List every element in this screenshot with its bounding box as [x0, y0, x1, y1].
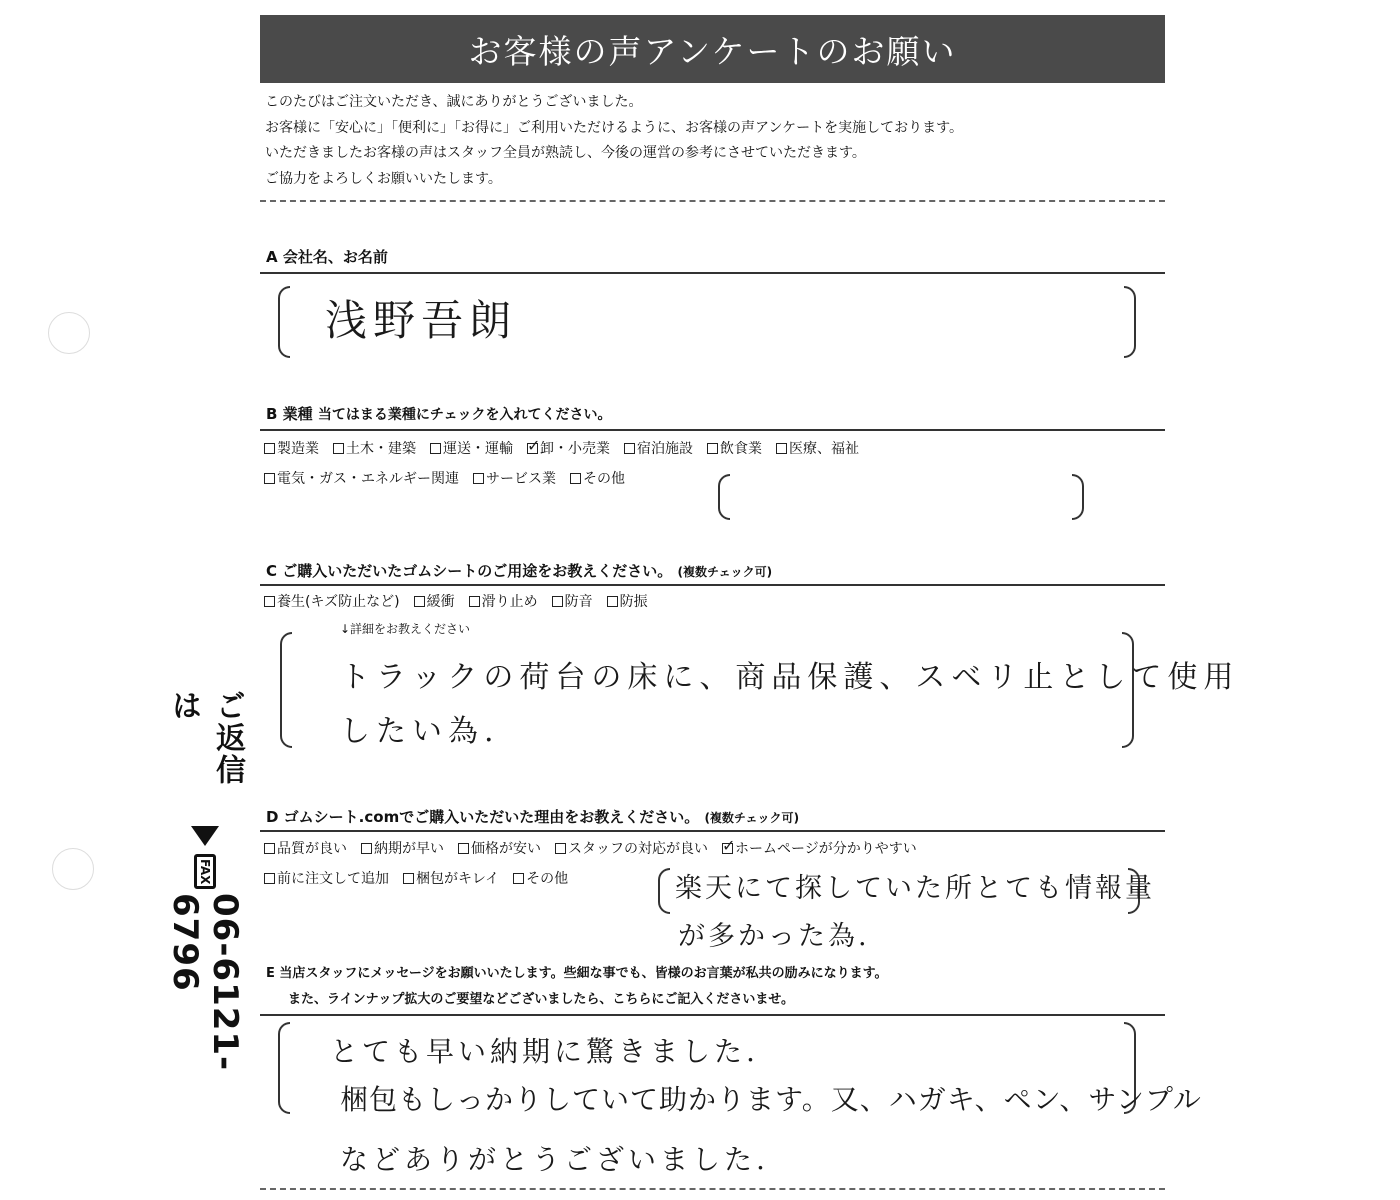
option-other[interactable]: その他	[570, 468, 625, 488]
intro-line: お客様に「安心に」「便利に」「お得に」ご利用いただけるように、お客様の声アンケートを実施しております。	[265, 119, 964, 136]
bracket-left	[278, 1022, 290, 1114]
usage-answer-line[interactable]: したい為.	[340, 714, 500, 749]
bracket-left	[280, 632, 292, 748]
checkbox[interactable]	[430, 443, 441, 454]
message-answer-line[interactable]: とても早い納期に驚きました.	[330, 1035, 759, 1068]
section-d-rule	[260, 830, 1165, 832]
arrow-down-icon	[191, 826, 219, 846]
option-manufacturing[interactable]: 製造業	[264, 438, 319, 458]
section-b-label: B 業種	[266, 405, 313, 423]
option-transport[interactable]: 運送・運輸	[430, 438, 513, 458]
divider	[260, 1188, 1165, 1190]
option-construction[interactable]: 土木・建築	[333, 438, 416, 458]
reply-label: ご返信は	[166, 690, 245, 786]
other-bracket-left	[718, 474, 730, 520]
section-c-rule	[260, 584, 1165, 586]
reason-options-row1	[264, 838, 931, 858]
fax-number: 06-6121-6796	[165, 893, 245, 1072]
option-lodging[interactable]: 宿泊施設	[624, 438, 693, 458]
option-other[interactable]: その他	[513, 868, 568, 888]
option-cushion[interactable]: 緩衝	[414, 591, 455, 611]
section-a-title: A 会社名、お名前	[266, 248, 388, 266]
option-low-price[interactable]: 価格が安い	[458, 838, 541, 858]
usage-answer-line[interactable]: トラックの荷台の床に、商品保護、スベリ止として使用	[340, 660, 1240, 695]
checkbox[interactable]	[264, 843, 275, 854]
checkbox[interactable]	[458, 843, 469, 854]
section-d-label: D ゴムシート.comでご購入いただいた理由をお教えください。	[266, 808, 700, 826]
fax-icon: FAX	[194, 854, 216, 889]
scan-artifact	[52, 848, 94, 890]
checkbox[interactable]	[776, 443, 787, 454]
option-packaging[interactable]: 梱包がキレイ	[403, 868, 499, 888]
scan-artifact	[48, 312, 90, 354]
checkbox[interactable]	[361, 843, 372, 854]
option-quality[interactable]: 品質が良い	[264, 838, 347, 858]
option-service[interactable]: サービス業	[473, 468, 556, 488]
reason-options-row2	[264, 868, 582, 888]
section-d-title	[266, 806, 799, 827]
option-soundproof[interactable]: 防音	[552, 591, 593, 611]
option-wholesale-retail[interactable]: ✓ 卸・小売業	[527, 438, 610, 458]
section-e-rule	[260, 1014, 1165, 1016]
divider	[260, 200, 1165, 202]
option-protection[interactable]: 養生(キズ防止など)	[264, 591, 400, 611]
multi-check-note: (複数チェック可)	[704, 811, 800, 825]
bracket-left	[278, 286, 290, 358]
section-b-instruction: 当てはまる業種にチェックを入れてください。	[317, 407, 612, 423]
intro-line: いただきましたお客様の声はスタッフ全員が熟読し、今後の運営の参考にさせていただきます。	[265, 145, 866, 161]
industry-options-row2	[264, 468, 639, 488]
section-b-rule	[260, 429, 1165, 431]
reason-answer-line[interactable]: 楽天にて探していた所とても情報量	[675, 873, 1155, 904]
section-a-rule	[260, 272, 1165, 274]
bracket-left	[658, 868, 670, 914]
checkbox[interactable]	[403, 873, 414, 884]
checkbox[interactable]	[570, 473, 581, 484]
checkbox[interactable]	[264, 873, 275, 884]
option-anti-slip[interactable]: 滑り止め	[469, 591, 538, 611]
section-c-label: C ご購入いただいたゴムシートのご用途をお教えください。	[266, 562, 673, 580]
option-staff[interactable]: スタッフの対応が良い	[555, 838, 708, 858]
checkbox-checked[interactable]	[722, 843, 733, 854]
reason-answer-line[interactable]: が多かった為.	[678, 921, 870, 952]
checkbox[interactable]	[513, 873, 524, 884]
fax-reply-panel	[165, 690, 245, 1170]
name-answer[interactable]: 浅野吾朗	[325, 296, 518, 345]
option-fast-delivery[interactable]: 納期が早い	[361, 838, 444, 858]
checkbox[interactable]	[607, 596, 618, 607]
section-c-title	[266, 560, 772, 581]
option-restaurant[interactable]: 飲食業	[707, 438, 762, 458]
option-website[interactable]: ✓ ホームページが分かりやすい	[722, 838, 917, 858]
checkbox[interactable]	[473, 473, 484, 484]
checkbox[interactable]	[264, 443, 275, 454]
checkbox[interactable]	[264, 596, 275, 607]
intro-line: このたびはご注文いただき、誠にありがとうございました。	[265, 94, 643, 110]
option-medical[interactable]: 医療、福祉	[776, 438, 859, 458]
checkbox[interactable]	[469, 596, 480, 607]
checkbox[interactable]	[552, 596, 563, 607]
intro-line: ご協力をよろしくお願いいたします。	[265, 170, 502, 187]
section-e-title-line2: また、ラインナップ拡大のご要望などございましたら、こちらにご記入くださいませ。	[288, 992, 794, 1007]
usage-options	[264, 591, 662, 611]
bracket-right	[1124, 286, 1136, 358]
section-b-title	[266, 403, 611, 424]
message-answer-line[interactable]: 梱包もしっかりしていて助かります。又、ハガキ、ペン、サンプル	[340, 1083, 1202, 1116]
message-answer-line[interactable]: などありがとうございました.	[340, 1143, 769, 1176]
section-e-title-line1: E 当店スタッフにメッセージをお願いいたします。些細な事でも、皆様のお言葉が私共の励みになります。	[266, 966, 888, 981]
checkbox[interactable]	[333, 443, 344, 454]
checkbox[interactable]	[624, 443, 635, 454]
option-energy[interactable]: 電気・ガス・エネルギー関連	[264, 468, 459, 488]
checkbox[interactable]	[707, 443, 718, 454]
checkbox[interactable]	[555, 843, 566, 854]
checkbox-checked[interactable]	[527, 443, 538, 454]
checkbox[interactable]	[414, 596, 425, 607]
option-vibration[interactable]: 防振	[607, 591, 648, 611]
form-title: お客様の声アンケートのお願い	[260, 15, 1165, 83]
multi-check-note: (複数チェック可)	[677, 565, 773, 579]
option-reorder[interactable]: 前に注文して追加	[264, 868, 389, 888]
other-bracket-right	[1072, 474, 1084, 520]
detail-hint: ↓詳細をお教えください	[340, 622, 471, 636]
industry-options-row1	[264, 438, 873, 458]
checkbox[interactable]	[264, 473, 275, 484]
intro-text	[265, 90, 963, 192]
